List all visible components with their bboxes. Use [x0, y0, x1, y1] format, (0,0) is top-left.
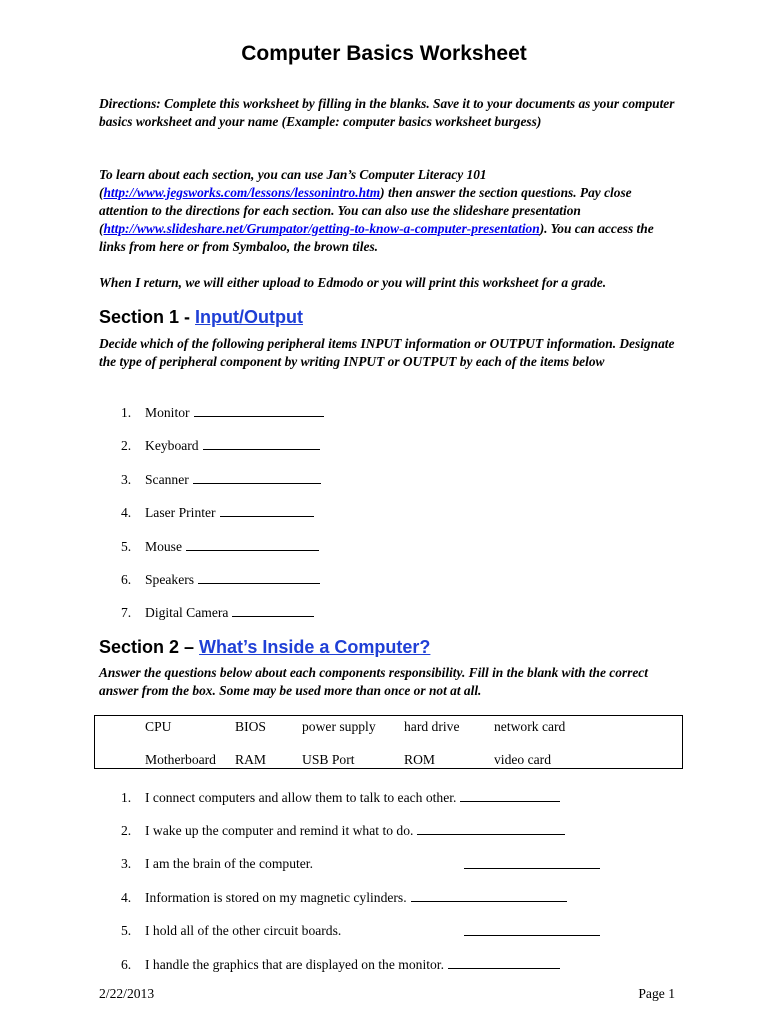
section1-prefix: Section 1 - [99, 307, 196, 327]
answer-blank[interactable] [417, 821, 565, 835]
list-item: 6. Speakers [99, 570, 324, 603]
word-bank-term: ROM [404, 752, 435, 767]
list-item: 2. I wake up the computer and remind it what to do. [99, 821, 567, 854]
list-item: 2. Keyboard [99, 436, 324, 469]
page-title: Computer Basics Worksheet [241, 42, 527, 65]
learn-paragraph [99, 166, 679, 256]
learn-pre: To learn about each section, you can use Jan’s Computer Literacy 101 ( [99, 167, 487, 200]
slideshare-link[interactable]: http://www.slideshare.net/Grumpator/getting-to-know-a-computer-presentation [103, 221, 540, 236]
list-item: 1. Monitor [99, 403, 324, 436]
list-item: 5. Mouse [99, 537, 324, 570]
list-item: 4. Information is stored on my magnetic cylinders. [99, 888, 567, 921]
section2-prefix: Section 2 – [99, 637, 200, 657]
list-item: 4. Laser Printer [99, 503, 324, 536]
word-bank-term: RAM [235, 752, 266, 767]
section1-heading [99, 307, 303, 328]
answer-blank[interactable] [464, 922, 600, 936]
list-item: 6. I handle the graphics that are displayed on the monitor. [99, 955, 567, 988]
answer-blank[interactable] [186, 537, 319, 551]
word-bank-box [94, 715, 683, 769]
footer-page-number: Page 1 [638, 986, 675, 1001]
word-bank-term: network card [494, 719, 566, 734]
section2-list [99, 788, 567, 988]
answer-blank[interactable] [411, 888, 567, 902]
answer-blank[interactable] [448, 955, 560, 969]
section2-link[interactable]: What’s Inside a Computer? [199, 637, 431, 657]
word-bank-term: USB Port [302, 752, 355, 767]
word-bank-term: hard drive [404, 719, 460, 734]
list-item: 7. Digital Camera [99, 603, 324, 636]
jegsworks-link[interactable]: http://www.jegsworks.com/lessons/lessonintro.htm [103, 185, 381, 200]
section1-link[interactable]: Input/Output [195, 307, 303, 327]
answer-blank[interactable] [193, 470, 321, 484]
section2-heading [99, 637, 430, 658]
list-item: 5. I hold all of the other circuit boards. [99, 922, 567, 955]
learn-mid: ) then answer the section questions. Pay close attention to the directions for each section. You can also use the slideshare presentation ( [99, 185, 632, 236]
list-item: 1. I connect computers and allow them to talk to each other. [99, 788, 567, 821]
word-bank-term: video card [494, 752, 551, 767]
directions-text: Directions: Complete this worksheet by filling in the blanks. Save it to your documents as your computer basics worksheet and your name (Example: computer basics worksheet burgess) [99, 96, 675, 129]
answer-blank[interactable] [232, 603, 314, 617]
section2-instructions: Answer the questions below about each components responsibility. Fill in the blank with the correct answer from the box. Some may be used more than once or not at all. [99, 665, 648, 698]
learn-post: ). You can access the links from here or from Symbaloo, the brown tiles. [99, 221, 654, 254]
section1-instructions: Decide which of the following peripheral items INPUT information or OUTPUT information. Designate the type of peripheral component by writing INPUT or OUTPUT by each of the items below [99, 336, 675, 369]
word-bank-term: CPU [145, 719, 172, 734]
answer-blank[interactable] [460, 788, 560, 802]
list-item: 3. I am the brain of the computer. [99, 855, 567, 888]
answer-blank[interactable] [203, 436, 320, 450]
answer-blank[interactable] [220, 503, 314, 517]
word-bank-term: power supply [302, 719, 376, 734]
list-item: 3. Scanner [99, 470, 324, 503]
word-bank-term: BIOS [235, 719, 266, 734]
return-note: When I return, we will either upload to Edmodo or you will print this worksheet for a grade. [99, 275, 607, 290]
answer-blank[interactable] [464, 855, 600, 869]
footer-date: 2/22/2013 [99, 986, 155, 1001]
answer-blank[interactable] [198, 570, 320, 584]
section1-list [99, 403, 324, 637]
answer-blank[interactable] [194, 403, 324, 417]
word-bank-term: Motherboard [145, 752, 216, 767]
